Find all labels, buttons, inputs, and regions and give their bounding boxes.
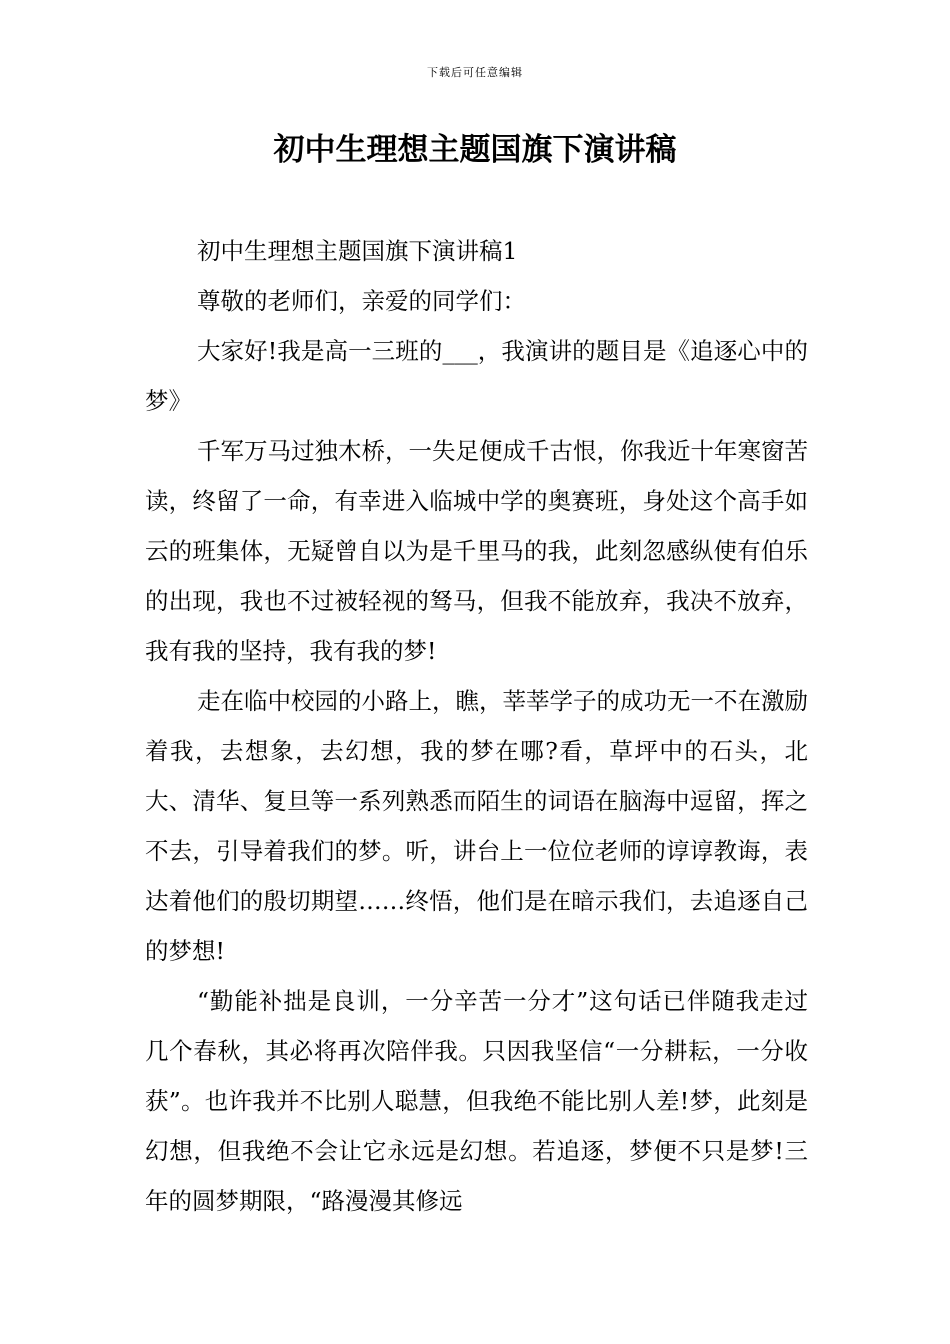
paragraph-body-2: 走在临中校园的小路上，瞧，莘莘学子的成功无一不在激励着我，去想象，去幻想，我的梦在哪?看，草坪中的石头，北大、清华、复旦等一系列熟悉而陌生的词语在脑海中逗留，挥之不去，引导着我们的梦。听，讲台上一位位老师的谆谆教诲，表达着他们的殷切期望……终悟，他们是在暗示我们，去追逐自己的梦想! [145,687,808,965]
paragraph-body-3: “勤能补拙是良训，一分辛苦一分才”这句话已伴随我走过几个春秋，其必将再次陪伴我。只因我坚信“一分耕耘，一分收获”。也许我并不比别人聪慧，但我绝不能比别人差!梦，此刻是幻想，但我绝不会让它永远是幻想。若追逐，梦便不只是梦!三年的圆梦期限，“路漫漫其修远 [145,987,808,1215]
document-body [145,226,808,1226]
paragraph-body-1: 千军万马过独木桥，一失足便成千古恨，你我近十年寒窗苦读，终留了一命，有幸进入临城中学的奥赛班，身处这个高手如云的班集体，无疑曾自以为是千里马的我，此刻忽感纵使有伯乐的出现，我也不过被轻视的驽马，但我不能放弃，我决不放弃，我有我的坚持，我有我的梦! [145,437,808,665]
header-note: 下载后可任意编辑 [427,66,523,79]
paragraph-salutation: 尊敬的老师们，亲爱的同学们： [197,287,526,315]
document-title: 初中生理想主题国旗下演讲稿 [273,132,677,168]
paragraph-greeting: 大家好!我是高一三班的___，我演讲的题目是《追逐心中的梦》 [145,337,808,415]
paragraph-subtitle: 初中生理想主题国旗下演讲稿1 [197,237,518,265]
